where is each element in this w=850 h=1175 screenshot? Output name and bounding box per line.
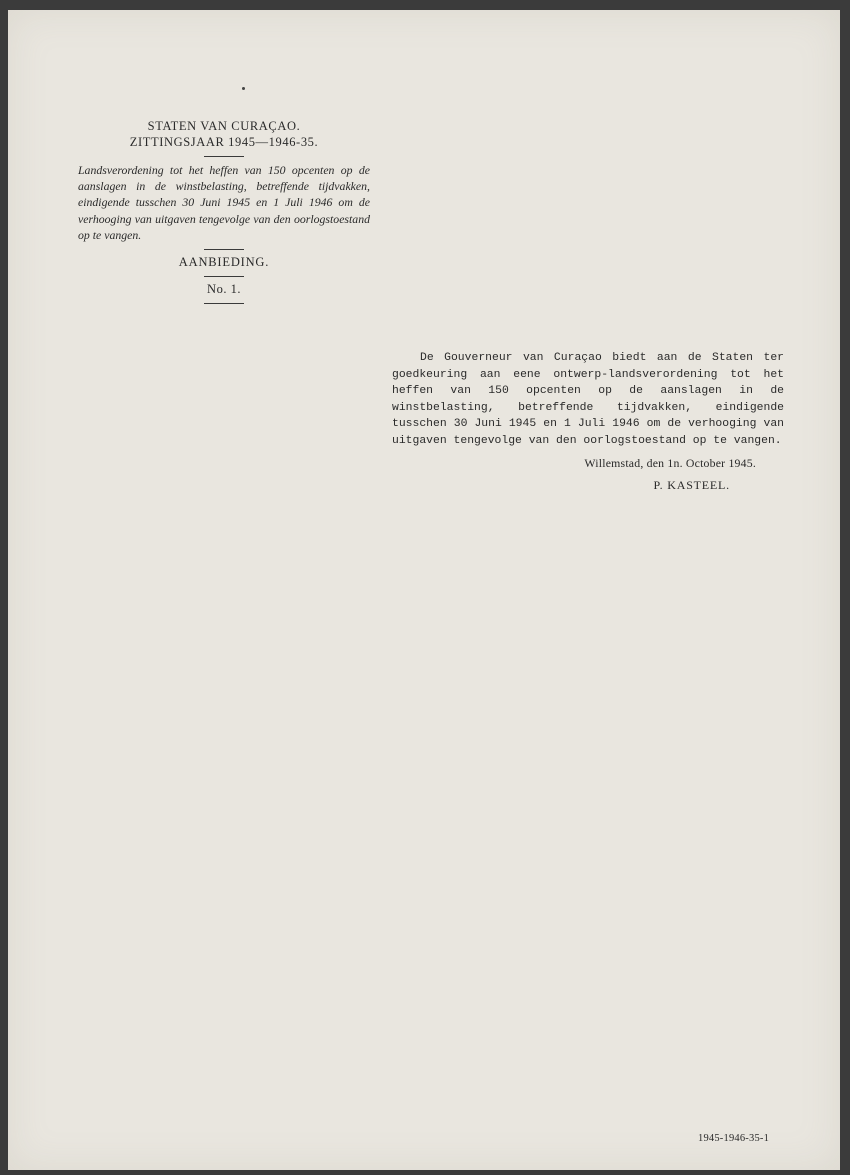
section-label: AANBIEDING. [178,255,270,270]
footer-reference: 1945-1946-35-1 [698,1133,770,1144]
signature: P. KASTEEL. [653,478,730,492]
body-paragraph: De Gouverneur van Curaçao biedt aan de Staten ter goedkeuring aan eene ontwerp-landsverordening tot het heffen van 150 opcenten op de aanslagen in de winstbelasting, betreffende tijdvakken, eindigende tusschen 30 Juni 1945 en 1 Juli 1946 om de verhooging van uitgaven tengevolge van den oorlogstoestand op te vangen. [392,352,784,447]
ink-dot [242,87,245,90]
document-page [8,10,840,1170]
header-line-2: ZITTINGSJAAR 1945—1946-35. [129,135,319,149]
document-title: Landsverordening tot het heffen van 150 opcenten op de aanslagen in de winstbelasting, betreffende tijdvakken, eindigende tusschen 30 Juni 1945 en 1 Juli 1946 om de verhooging van uitgaven tengevolge van den oorlogstoestand op te vangen. [78,163,370,242]
divider [204,249,244,250]
place-date: Willemstad, den 1n. October 1945. [584,456,756,470]
divider [204,303,244,304]
divider [204,156,244,157]
divider [204,276,244,277]
bleed-through-shadow [548,130,788,270]
header-line-1: STATEN VAN CURAÇAO. [147,119,301,133]
right-column [392,350,784,493]
section-number: No. 1. [207,282,241,297]
left-column [74,118,374,309]
